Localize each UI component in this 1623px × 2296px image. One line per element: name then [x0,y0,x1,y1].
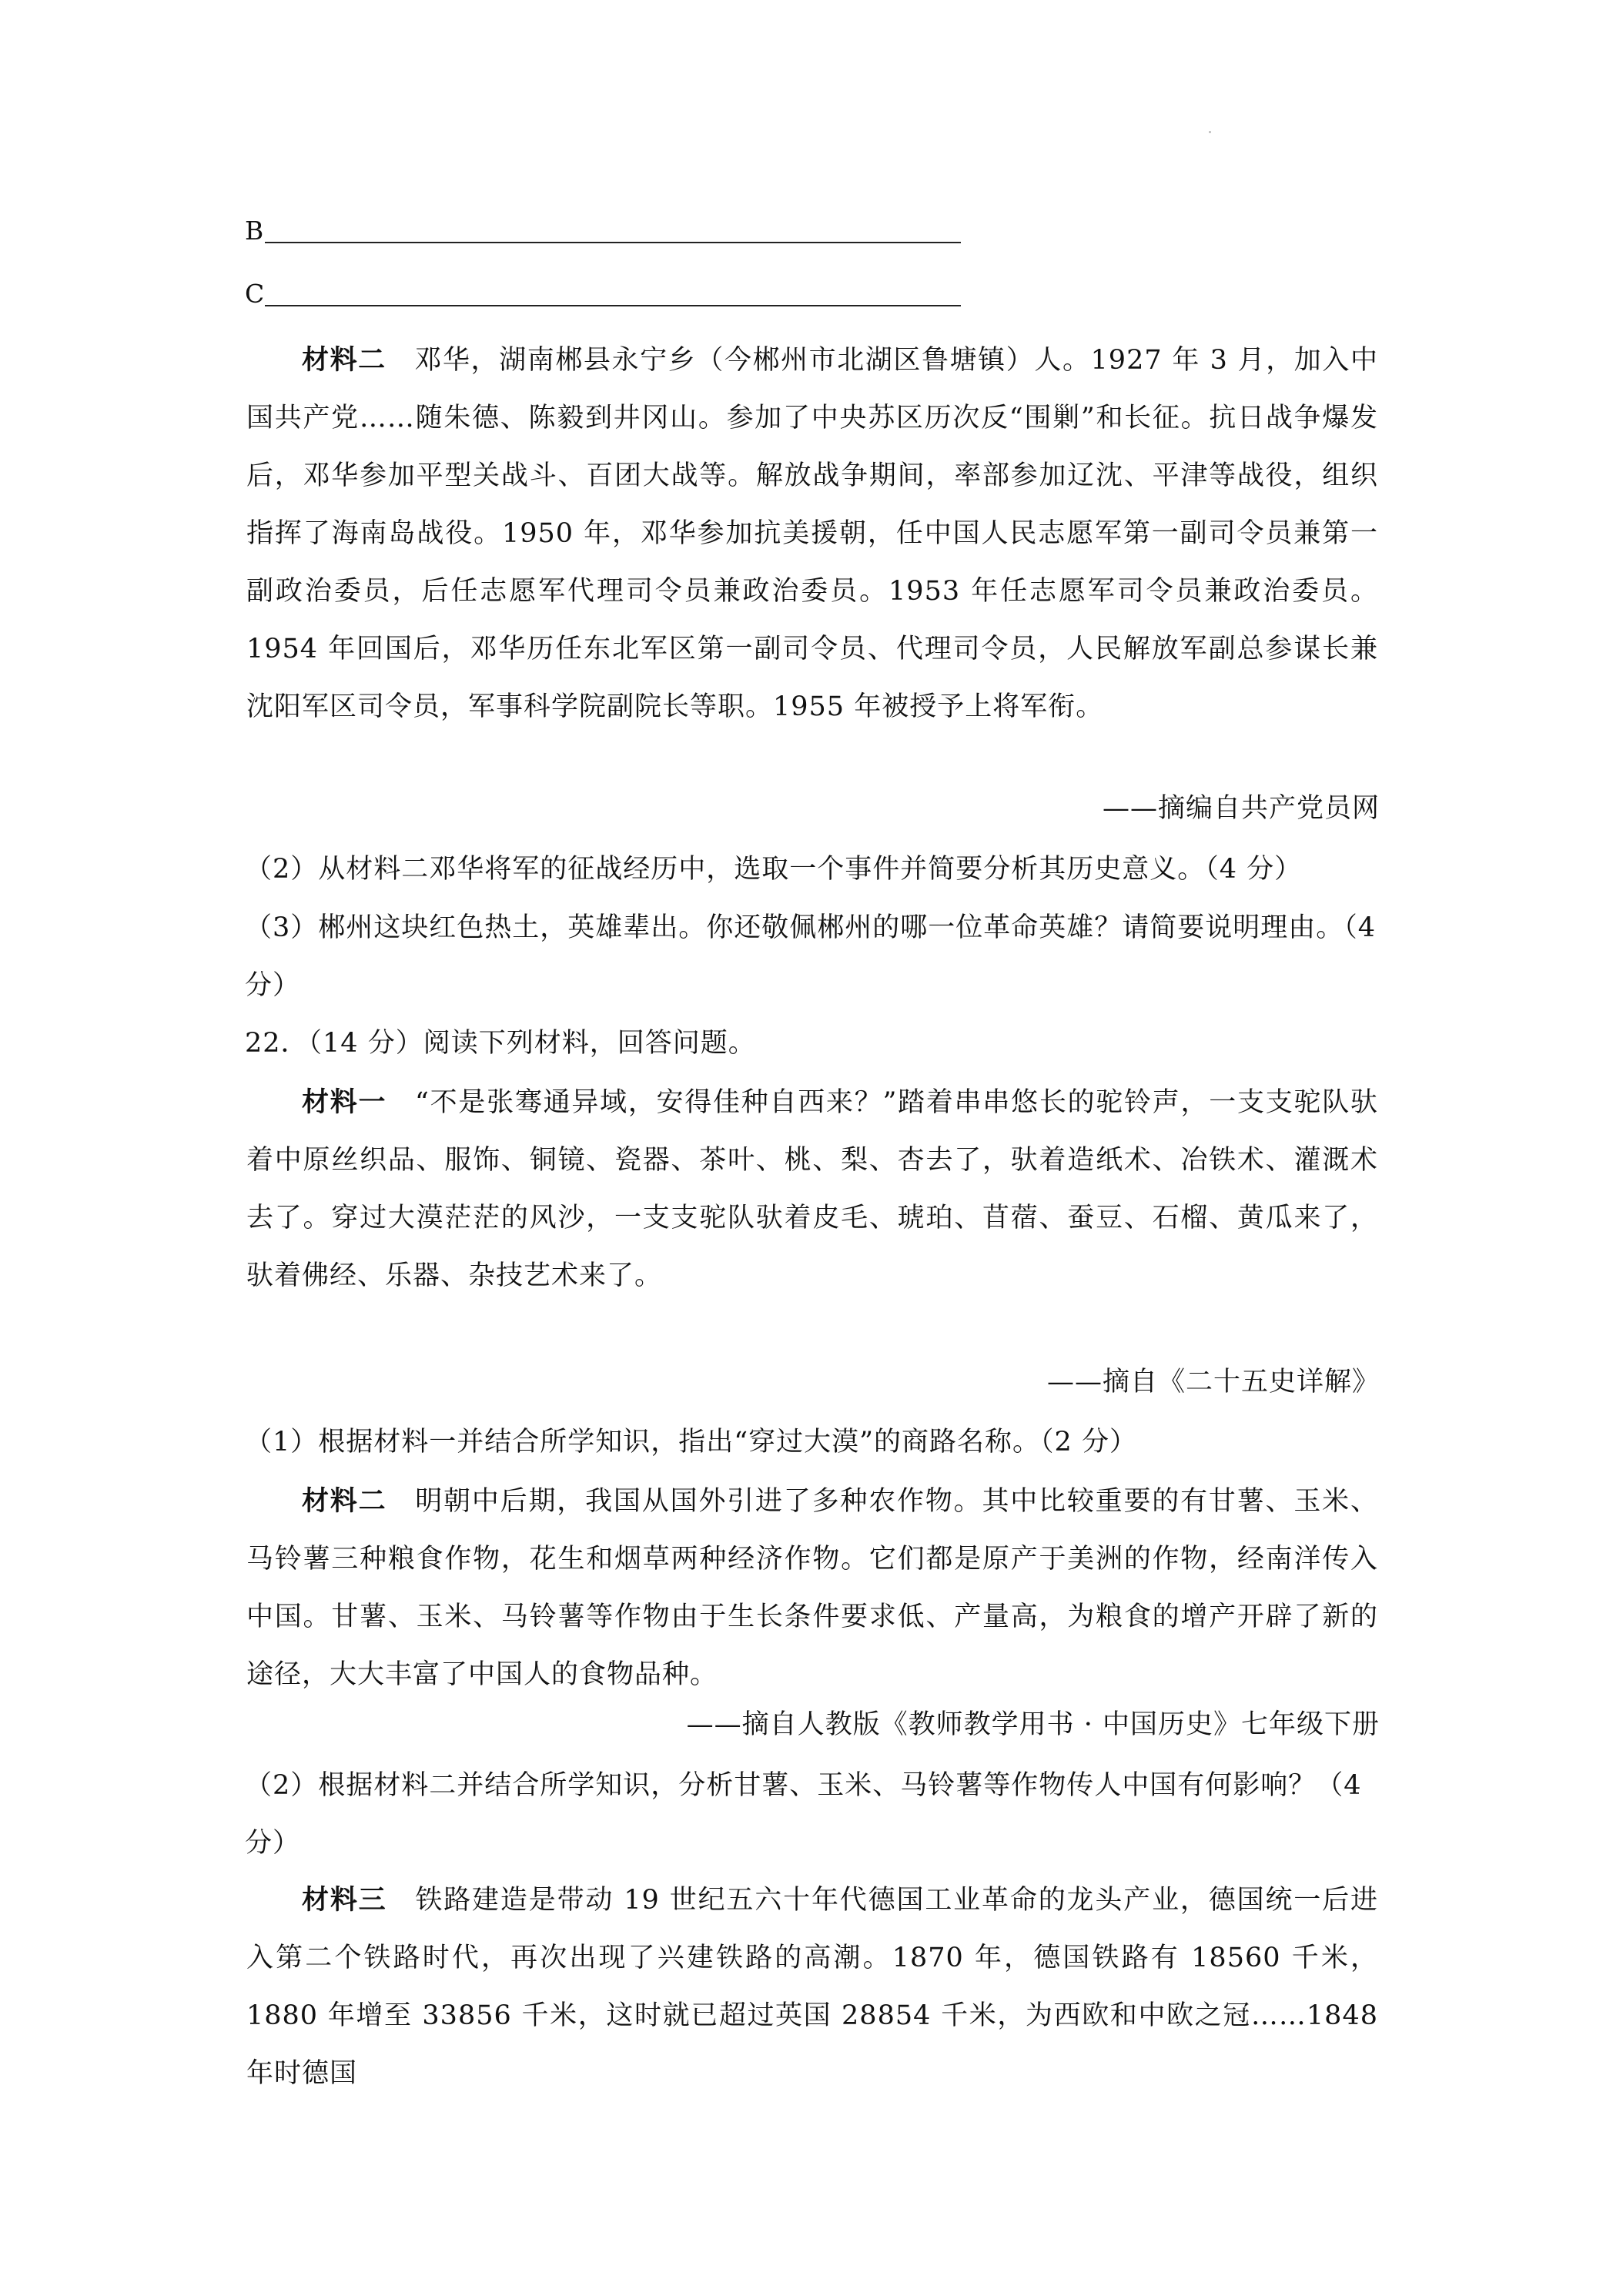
answer-line-b[interactable] [245,214,961,248]
answer-underline [265,305,961,306]
q21-question-3: （3）郴州这块红色热土，英雄辈出。你还敬佩郴州的哪一位革命英雄？请简要说明理由。（4 分） [245,912,1377,1001]
q22-material2-source: ——摘自人教版《教师教学用书 · 中国历史》七年级下册 [686,1709,1380,1740]
q22-question-1: （1）根据材料一并结合所学知识，指出“穿过大漠”的商路名称。（2 分） [245,1427,1137,1458]
material-text: 明朝中后期，我国从国外引进了多种农作物。其中比较重要的有甘薯、玉米、马铃薯三种粮食作物，花生和烟草两种经济作物。它们都是原产于美洲的作物，经南洋传入中国。甘薯、玉米、马铃薯等作物由于生长条件要求低、产量高，为粮食的增产开辟了新的途径，大大丰富了中国人的食物品种。 [246,1486,1378,1690]
material-text: “不是张骞通异域，安得佳种自西来？”踏着串串悠长的驼铃声，一支支驼队驮着中原丝织品、服饰、铜镜、瓷器、茶叶、桃、梨、杏去了，驮着造纸术、冶铁术、灌溉术去了。穿过大漠茫茫的风沙，一支支驼队驮着皮毛、琥珀、苜蓿、蚕豆、石榴、黄瓜来了，驮着佛经、乐器、杂技艺术来了。 [246,1087,1378,1291]
q22-material1-source: ——摘自《二十五史详解》 [1046,1367,1380,1397]
q21-material2-source: ——摘编自共产党员网 [1102,793,1380,824]
q22-question-2: （2）根据材料二并结合所学知识，分析甘薯、玉米、马铃薯等作物传人中国有何影响？（4 分） [245,1770,1362,1859]
answer-letter: C [245,279,265,309]
spacer [387,1087,415,1118]
spacer [387,1486,415,1517]
q22-heading: 22．（14 分）阅读下列材料，回答问题。 [245,1028,756,1059]
spacer [387,1885,416,1916]
spacer [387,345,415,376]
material-text: 铁路建造是带动 19 世纪五六十年代德国工业革命的龙头产业，德国统一后进入第二个铁路时代，再次出现了兴建铁路的高潮。1870 年，德国铁路有 18560 千米，1880 年增至 33856 千米，这时就已超过英国 28854 千米，为西欧和中欧之冠……1848 年时德国 [246,1885,1378,2089]
material-tag: 材料一 [302,1086,387,1118]
answer-letter: B [245,216,264,246]
q21-question-2: （2）从材料二邓华将军的征战经历中，选取一个事件并简要分析其历史意义。（4 分） [245,854,1303,885]
material-tag: 材料三 [302,1884,387,1916]
q21-material2-paragraph [246,331,1378,736]
q22-material2-paragraph [246,1472,1378,1704]
material-tag: 材料二 [302,1485,387,1517]
q22-material3-paragraph [246,1871,1378,2103]
scan-speck [1209,131,1211,133]
material-tag: 材料二 [302,344,387,376]
material-text: 邓华，湖南郴县永宁乡（今郴州市北湖区鲁塘镇）人。1927 年 3 月，加入中国共产党……随朱德、陈毅到井冈山。参加了中央苏区历次反“围剿”和长征。抗日战争爆发后，邓华参加平型关战斗、百团大战等。解放战争期间，率部参加辽沈、平津等战役，组织指挥了海南岛战役。1950 年，邓华参加抗美援朝，任中国人民志愿军第一副司令员兼第一副政治委员，后任志愿军代理司令员兼政治委员。1953 年任志愿军司令员兼政治委员。1954 年回国后，邓华历任东北军区第一副司令员、代理司令员，人民解放军副总参谋长兼沈阳军区司令员，军事科学院副院长等职。1955 年被授予上将军衔。 [246,345,1378,722]
answer-line-c[interactable] [245,277,961,311]
q22-material1-paragraph [246,1073,1378,1305]
answer-underline [265,242,961,243]
